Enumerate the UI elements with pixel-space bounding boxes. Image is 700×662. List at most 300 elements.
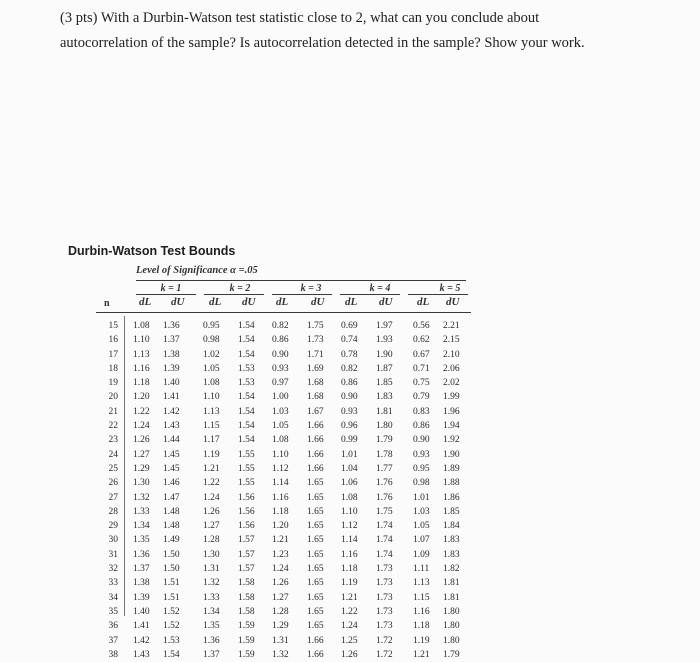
table-cell: 2.10 bbox=[443, 349, 460, 360]
table-cell: 1.73 bbox=[376, 592, 393, 603]
table-cell: 1.93 bbox=[376, 335, 393, 346]
table-cell: 1.79 bbox=[443, 649, 460, 660]
table-row bbox=[0, 648, 700, 662]
table-cell: 1.66 bbox=[307, 463, 324, 474]
table-cell: 1.09 bbox=[413, 549, 430, 560]
table-cell: 1.06 bbox=[341, 478, 358, 489]
table-cell: 1.41 bbox=[163, 392, 180, 403]
table-cell: 1.34 bbox=[133, 521, 150, 532]
table-cell: 1.16 bbox=[413, 606, 430, 617]
row-n-cell: 35 bbox=[108, 606, 118, 617]
table-cell: 1.84 bbox=[443, 521, 460, 532]
table-cell: 1.49 bbox=[163, 535, 180, 546]
k3-dl-header: dL bbox=[276, 296, 289, 308]
table-cell: 1.19 bbox=[413, 635, 430, 646]
table-cell: 1.59 bbox=[238, 621, 255, 632]
table-cell: 2.02 bbox=[443, 378, 460, 389]
table-cell: 1.35 bbox=[203, 621, 220, 632]
table-cell: 1.20 bbox=[133, 392, 150, 403]
table-cell: 1.18 bbox=[413, 621, 430, 632]
table-cell: 1.12 bbox=[272, 463, 289, 474]
table-cell: 1.26 bbox=[203, 506, 220, 517]
table-cell: 1.77 bbox=[376, 463, 393, 474]
table-row bbox=[0, 390, 700, 404]
row-n-cell: 30 bbox=[108, 535, 118, 546]
row-n-cell: 18 bbox=[108, 363, 118, 374]
table-cell: 1.27 bbox=[203, 521, 220, 532]
table-cell: 1.74 bbox=[376, 521, 393, 532]
table-cell: 1.57 bbox=[238, 535, 255, 546]
table-cell: 1.21 bbox=[341, 592, 358, 603]
table-cell: 1.30 bbox=[203, 549, 220, 560]
table-cell: 1.65 bbox=[307, 492, 324, 503]
table-cell: 1.10 bbox=[272, 449, 289, 460]
table-cell: 1.72 bbox=[376, 649, 393, 660]
table-cell: 1.13 bbox=[413, 578, 430, 589]
row-n-cell: 19 bbox=[108, 378, 118, 389]
table-cell: 1.65 bbox=[307, 621, 324, 632]
table-cell: 1.65 bbox=[307, 606, 324, 617]
table-cell: 1.27 bbox=[272, 592, 289, 603]
table-cell: 1.02 bbox=[203, 349, 220, 360]
table-cell: 1.45 bbox=[163, 449, 180, 460]
table-cell: 1.65 bbox=[307, 478, 324, 489]
table-cell: 1.52 bbox=[163, 606, 180, 617]
table-cell: 1.15 bbox=[413, 592, 430, 603]
table-cell: 1.81 bbox=[376, 406, 393, 417]
table-cell: 0.75 bbox=[413, 378, 430, 389]
k5-header: k = 5 bbox=[439, 283, 461, 294]
table-cell: 1.67 bbox=[307, 406, 324, 417]
table-cell: 1.74 bbox=[376, 535, 393, 546]
table-cell: 0.93 bbox=[341, 406, 358, 417]
table-cell: 1.26 bbox=[133, 435, 150, 446]
table-row bbox=[0, 476, 700, 490]
table-cell: 1.21 bbox=[413, 649, 430, 660]
table-cell: 1.43 bbox=[133, 649, 150, 660]
table-cell: 1.10 bbox=[203, 392, 220, 403]
table-cell: 1.87 bbox=[376, 363, 393, 374]
table-cell: 1.53 bbox=[238, 363, 255, 374]
table-cell: 0.86 bbox=[341, 378, 358, 389]
k2-header: k = 2 bbox=[229, 283, 251, 294]
table-cell: 1.38 bbox=[133, 578, 150, 589]
table-cell: 0.90 bbox=[341, 392, 358, 403]
table-cell: 1.40 bbox=[163, 378, 180, 389]
k1-header: k = 1 bbox=[160, 283, 182, 294]
table-cell: 1.22 bbox=[341, 606, 358, 617]
table-cell: 1.10 bbox=[133, 335, 150, 346]
k4-rule bbox=[340, 294, 400, 295]
table-cell: 1.45 bbox=[163, 463, 180, 474]
table-cell: 0.95 bbox=[203, 321, 220, 331]
table-row bbox=[0, 433, 700, 447]
table-row bbox=[0, 519, 700, 533]
table-cell: 0.98 bbox=[203, 335, 220, 346]
table-cell: 1.65 bbox=[307, 506, 324, 517]
k1-rule bbox=[136, 294, 196, 295]
table-cell: 1.65 bbox=[307, 578, 324, 589]
table-row bbox=[0, 605, 700, 619]
table-cell: 1.11 bbox=[413, 564, 430, 575]
table-cell: 1.01 bbox=[341, 449, 358, 460]
table-cell: 1.57 bbox=[238, 549, 255, 560]
table-cell: 1.03 bbox=[272, 406, 289, 417]
table-cell: 1.83 bbox=[376, 392, 393, 403]
header-rule-top bbox=[136, 280, 466, 281]
table-cell: 1.73 bbox=[376, 578, 393, 589]
row-n-cell: 29 bbox=[108, 521, 118, 532]
table-cell: 1.92 bbox=[443, 435, 460, 446]
table-cell: 1.54 bbox=[238, 406, 255, 417]
k3-header: k = 3 bbox=[300, 283, 322, 294]
table-cell: 1.80 bbox=[443, 606, 460, 617]
table-cell: 1.68 bbox=[307, 378, 324, 389]
table-cell: 1.55 bbox=[238, 463, 255, 474]
table-cell: 1.58 bbox=[238, 578, 255, 589]
table-title: Durbin-Watson Test Bounds bbox=[68, 244, 236, 258]
table-cell: 1.78 bbox=[376, 449, 393, 460]
table-cell: 1.56 bbox=[238, 521, 255, 532]
row-n-cell: 27 bbox=[108, 492, 118, 503]
table-cell: 0.86 bbox=[272, 335, 289, 346]
table-cell: 0.95 bbox=[413, 463, 430, 474]
table-row bbox=[0, 533, 700, 547]
table-cell: 1.56 bbox=[238, 492, 255, 503]
table-cell: 1.14 bbox=[272, 478, 289, 489]
table-cell: 1.01 bbox=[413, 492, 430, 503]
row-n-cell: 23 bbox=[108, 435, 118, 446]
table-cell: 1.71 bbox=[307, 349, 324, 360]
row-n-cell: 26 bbox=[108, 478, 118, 489]
table-cell: 0.98 bbox=[413, 478, 430, 489]
table-cell: 0.74 bbox=[341, 335, 358, 346]
table-cell: 1.81 bbox=[443, 592, 460, 603]
table-cell: 0.71 bbox=[413, 363, 430, 374]
table-cell: 1.65 bbox=[307, 549, 324, 560]
table-cell: 0.69 bbox=[341, 321, 358, 331]
table-body bbox=[0, 319, 700, 662]
table-cell: 1.66 bbox=[307, 635, 324, 646]
table-cell: 1.66 bbox=[307, 435, 324, 446]
table-cell: 1.22 bbox=[203, 478, 220, 489]
k4-dl-header: dL bbox=[345, 296, 358, 308]
table-cell: 1.19 bbox=[341, 578, 358, 589]
table-cell: 1.81 bbox=[443, 578, 460, 589]
table-row bbox=[0, 634, 700, 648]
table-cell: 1.83 bbox=[443, 549, 460, 560]
table-cell: 1.55 bbox=[238, 478, 255, 489]
table-cell: 1.24 bbox=[341, 621, 358, 632]
table-cell: 0.82 bbox=[272, 321, 289, 331]
table-cell: 1.08 bbox=[272, 435, 289, 446]
table-cell: 1.13 bbox=[203, 406, 220, 417]
table-cell: 1.80 bbox=[443, 635, 460, 646]
table-cell: 1.54 bbox=[238, 335, 255, 346]
table-cell: 1.43 bbox=[163, 421, 180, 432]
table-cell: 1.94 bbox=[443, 421, 460, 432]
table-cell: 1.73 bbox=[376, 621, 393, 632]
table-cell: 1.03 bbox=[413, 506, 430, 517]
k3-du-header: dU bbox=[311, 296, 325, 308]
table-cell: 1.54 bbox=[238, 321, 255, 331]
table-cell: 1.16 bbox=[133, 363, 150, 374]
table-row bbox=[0, 348, 700, 362]
table-cell: 1.55 bbox=[238, 449, 255, 460]
table-cell: 1.12 bbox=[341, 521, 358, 532]
table-cell: 0.67 bbox=[413, 349, 430, 360]
table-cell: 1.68 bbox=[307, 392, 324, 403]
table-cell: 1.52 bbox=[163, 621, 180, 632]
table-cell: 1.10 bbox=[341, 506, 358, 517]
table-cell: 1.66 bbox=[307, 449, 324, 460]
table-cell: 1.05 bbox=[413, 521, 430, 532]
table-cell: 1.21 bbox=[203, 463, 220, 474]
table-cell: 1.50 bbox=[163, 549, 180, 560]
table-cell: 1.41 bbox=[133, 621, 150, 632]
table-cell: 1.17 bbox=[203, 435, 220, 446]
table-cell: 1.28 bbox=[272, 606, 289, 617]
table-cell: 1.80 bbox=[376, 421, 393, 432]
table-cell: 1.39 bbox=[163, 363, 180, 374]
table-row bbox=[0, 376, 700, 390]
table-cell: 1.23 bbox=[272, 549, 289, 560]
table-cell: 2.15 bbox=[443, 335, 460, 346]
table-cell: 1.96 bbox=[443, 406, 460, 417]
table-row bbox=[0, 505, 700, 519]
table-cell: 1.99 bbox=[443, 392, 460, 403]
table-cell: 1.08 bbox=[133, 321, 150, 331]
header-rule-bottom bbox=[96, 312, 471, 313]
table-cell: 1.42 bbox=[163, 406, 180, 417]
row-n-cell: 31 bbox=[108, 549, 118, 560]
table-cell: 1.31 bbox=[203, 564, 220, 575]
table-cell: 1.54 bbox=[238, 349, 255, 360]
table-cell: 1.65 bbox=[307, 564, 324, 575]
table-cell: 1.83 bbox=[443, 535, 460, 546]
table-cell: 1.32 bbox=[203, 578, 220, 589]
table-cell: 1.53 bbox=[238, 378, 255, 389]
table-cell: 1.54 bbox=[238, 435, 255, 446]
row-n-cell: 33 bbox=[108, 578, 118, 589]
question-text bbox=[60, 6, 680, 56]
table-cell: 1.75 bbox=[376, 506, 393, 517]
table-cell: 1.65 bbox=[307, 521, 324, 532]
table-cell: 1.85 bbox=[443, 506, 460, 517]
table-row bbox=[0, 462, 700, 476]
table-row bbox=[0, 419, 700, 433]
table-cell: 0.56 bbox=[413, 321, 430, 331]
table-cell: 1.05 bbox=[272, 421, 289, 432]
table-cell: 1.36 bbox=[163, 321, 180, 331]
k1-dl-header: dL bbox=[139, 296, 152, 308]
table-cell: 1.18 bbox=[341, 564, 358, 575]
table-cell: 1.58 bbox=[238, 606, 255, 617]
table-cell: 1.37 bbox=[133, 564, 150, 575]
k4-du-header: dU bbox=[379, 296, 393, 308]
table-cell: 1.34 bbox=[203, 606, 220, 617]
k2-du-header: dU bbox=[242, 296, 256, 308]
k5-dl-header: dL bbox=[417, 296, 430, 308]
table-cell: 1.38 bbox=[163, 349, 180, 360]
table-cell: 1.33 bbox=[133, 506, 150, 517]
table-cell: 1.54 bbox=[238, 392, 255, 403]
row-n-cell: 21 bbox=[108, 406, 118, 417]
row-n-cell: 22 bbox=[108, 421, 118, 432]
table-cell: 1.54 bbox=[238, 421, 255, 432]
k5-rule bbox=[408, 294, 468, 295]
table-cell: 0.90 bbox=[413, 435, 430, 446]
table-cell: 1.39 bbox=[133, 592, 150, 603]
table-row bbox=[0, 548, 700, 562]
table-cell: 1.24 bbox=[133, 421, 150, 432]
table-cell: 1.66 bbox=[307, 421, 324, 432]
row-n-cell: 25 bbox=[108, 463, 118, 474]
table-cell: 1.69 bbox=[307, 363, 324, 374]
table-cell: 1.05 bbox=[203, 363, 220, 374]
table-cell: 1.65 bbox=[307, 592, 324, 603]
table-cell: 1.46 bbox=[163, 478, 180, 489]
row-n-cell: 24 bbox=[108, 449, 118, 460]
table-row bbox=[0, 448, 700, 462]
row-n-cell: 34 bbox=[108, 592, 118, 603]
table-cell: 0.78 bbox=[341, 349, 358, 360]
question-line-2: autocorrelation of the sample? Is autocorrelation detected in the sample? Show your work. bbox=[60, 35, 585, 51]
table-cell: 1.21 bbox=[272, 535, 289, 546]
k2-rule bbox=[204, 294, 264, 295]
table-row bbox=[0, 619, 700, 633]
table-cell: 1.50 bbox=[163, 564, 180, 575]
table-cell: 1.56 bbox=[238, 506, 255, 517]
table-cell: 0.90 bbox=[272, 349, 289, 360]
table-cell: 0.83 bbox=[413, 406, 430, 417]
table-row bbox=[0, 405, 700, 419]
table-cell: 1.86 bbox=[443, 492, 460, 503]
table-cell: 1.16 bbox=[272, 492, 289, 503]
table-cell: 2.06 bbox=[443, 363, 460, 374]
table-cell: 1.24 bbox=[203, 492, 220, 503]
table-cell: 1.42 bbox=[133, 635, 150, 646]
table-cell: 0.82 bbox=[341, 363, 358, 374]
table-cell: 1.22 bbox=[133, 406, 150, 417]
table-row bbox=[0, 491, 700, 505]
table-cell: 1.15 bbox=[203, 421, 220, 432]
table-cell: 1.90 bbox=[443, 449, 460, 460]
table-row bbox=[0, 333, 700, 347]
table-cell: 1.73 bbox=[307, 335, 324, 346]
table-cell: 1.08 bbox=[203, 378, 220, 389]
table-cell: 0.62 bbox=[413, 335, 430, 346]
n-column-header: n bbox=[104, 298, 110, 309]
table-cell: 0.79 bbox=[413, 392, 430, 403]
k1-du-header: dU bbox=[171, 296, 185, 308]
table-row bbox=[0, 319, 700, 333]
table-cell: 1.58 bbox=[238, 592, 255, 603]
table-row bbox=[0, 362, 700, 376]
table-cell: 1.36 bbox=[133, 549, 150, 560]
table-cell: 1.32 bbox=[272, 649, 289, 660]
table-cell: 1.31 bbox=[272, 635, 289, 646]
table-cell: 0.99 bbox=[341, 435, 358, 446]
table-cell: 1.89 bbox=[443, 463, 460, 474]
table-cell: 1.90 bbox=[376, 349, 393, 360]
row-n-cell: 16 bbox=[108, 335, 118, 346]
table-cell: 1.82 bbox=[443, 564, 460, 575]
table-cell: 1.51 bbox=[163, 592, 180, 603]
table-cell: 1.48 bbox=[163, 521, 180, 532]
row-n-cell: 32 bbox=[108, 564, 118, 575]
table-cell: 1.37 bbox=[203, 649, 220, 660]
table-row bbox=[0, 562, 700, 576]
table-cell: 1.65 bbox=[307, 535, 324, 546]
table-cell: 1.76 bbox=[376, 492, 393, 503]
table-cell: 1.48 bbox=[163, 506, 180, 517]
table-cell: 1.54 bbox=[163, 649, 180, 660]
table-cell: 1.24 bbox=[272, 564, 289, 575]
table-cell: 1.29 bbox=[133, 463, 150, 474]
table-cell: 1.00 bbox=[272, 392, 289, 403]
table-cell: 1.18 bbox=[133, 378, 150, 389]
table-row bbox=[0, 591, 700, 605]
table-cell: 1.26 bbox=[272, 578, 289, 589]
row-n-cell: 17 bbox=[108, 349, 118, 360]
table-cell: 1.33 bbox=[203, 592, 220, 603]
table-cell: 0.93 bbox=[413, 449, 430, 460]
table-cell: 1.20 bbox=[272, 521, 289, 532]
table-cell: 1.28 bbox=[203, 535, 220, 546]
table-cell: 1.07 bbox=[413, 535, 430, 546]
table-cell: 1.27 bbox=[133, 449, 150, 460]
table-cell: 1.97 bbox=[376, 321, 393, 331]
table-cell: 1.19 bbox=[203, 449, 220, 460]
table-cell: 0.86 bbox=[413, 421, 430, 432]
table-cell: 1.76 bbox=[376, 478, 393, 489]
table-cell: 1.26 bbox=[341, 649, 358, 660]
table-cell: 1.72 bbox=[376, 635, 393, 646]
table-cell: 1.59 bbox=[238, 635, 255, 646]
row-n-cell: 28 bbox=[108, 506, 118, 517]
table-cell: 1.35 bbox=[133, 535, 150, 546]
table-cell: 1.66 bbox=[307, 649, 324, 660]
table-cell: 1.18 bbox=[272, 506, 289, 517]
k2-dl-header: dL bbox=[209, 296, 222, 308]
table-cell: 1.75 bbox=[307, 321, 324, 331]
row-n-cell: 37 bbox=[108, 635, 118, 646]
table-cell: 0.93 bbox=[272, 363, 289, 374]
significance-label: Level of Significance α =.05 bbox=[136, 265, 258, 276]
table-cell: 1.04 bbox=[341, 463, 358, 474]
row-n-cell: 15 bbox=[108, 321, 118, 331]
table-cell: 2.21 bbox=[443, 321, 460, 331]
table-cell: 1.80 bbox=[443, 621, 460, 632]
row-n-cell: 36 bbox=[108, 621, 118, 632]
k3-rule bbox=[272, 294, 332, 295]
table-cell: 1.88 bbox=[443, 478, 460, 489]
table-cell: 1.57 bbox=[238, 564, 255, 575]
table-cell: 1.59 bbox=[238, 649, 255, 660]
k5-du-header: dU bbox=[446, 296, 460, 308]
table-cell: 1.73 bbox=[376, 606, 393, 617]
table-cell: 1.53 bbox=[163, 635, 180, 646]
table-cell: 1.13 bbox=[133, 349, 150, 360]
table-cell: 1.32 bbox=[133, 492, 150, 503]
table-cell: 1.14 bbox=[341, 535, 358, 546]
table-cell: 1.73 bbox=[376, 564, 393, 575]
row-n-cell: 20 bbox=[108, 392, 118, 403]
table-cell: 1.51 bbox=[163, 578, 180, 589]
table-cell: 1.47 bbox=[163, 492, 180, 503]
question-line-1: (3 pts) With a Durbin-Watson test statistic close to 2, what can you conclude about bbox=[60, 10, 540, 26]
